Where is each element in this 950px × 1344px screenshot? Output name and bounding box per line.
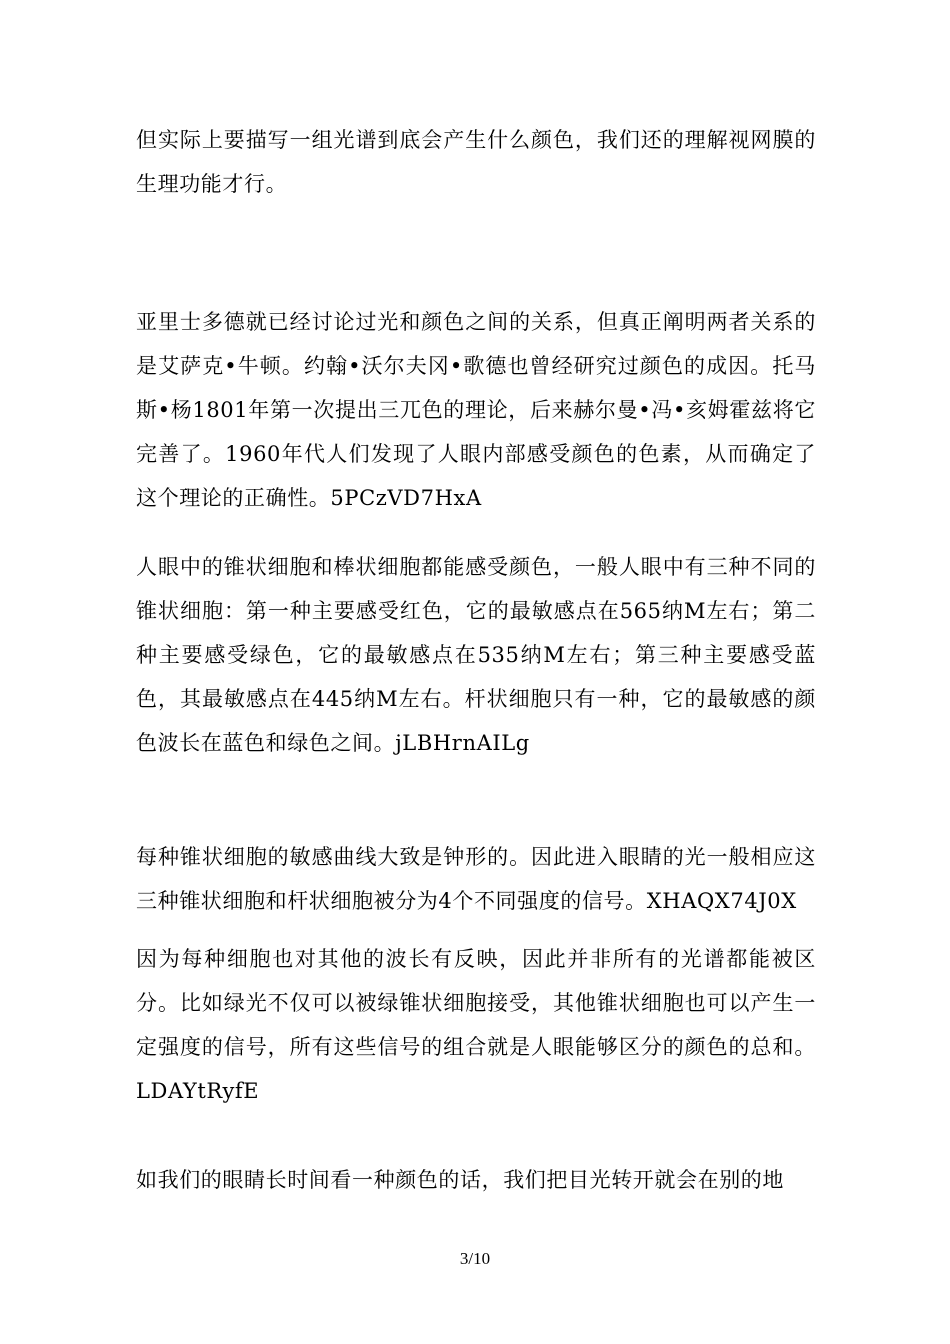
paragraph-sensitivity-curves: 每种锥状细胞的敏感曲线大致是钟形的。因此进入眼睛的光一般相应这三种锥状细胞和杆状细胞被分为4个不同强度的信号。XHAQX74J0X xyxy=(136,845,816,913)
paragraph-color-theory-history: 亚里士多德就已经讨论过光和颜色之间的关系，但真正阐明两者关系的是艾萨克•牛顿。约翰•沃尔夫冈•歌德也曾经研究过颜色的成因。托马斯•杨1801年第一次提出三兀色的理论，后来赫尔曼•冯•亥姆霍兹将它完善了。1960年代人们发现了人眼内部感受颜色的色素，从而确定了这个理论的正确性。5PCzVD7HxA xyxy=(136,310,816,510)
paragraph-afterimage: 如我们的眼睛长时间看一种颜色的话，我们把目光转开就会在别的地 xyxy=(136,1168,784,1192)
paragraph-retina-physiology: 但实际上要描写一组光谱到底会产生什么颜色，我们还的理解视网膜的生理功能才行。 xyxy=(136,128,816,196)
paragraph-cone-and-rod-cells: 人眼中的锥状细胞和棒状细胞都能感受颜色，一般人眼中有三种不同的锥状细胞：第一种主要感受红色，它的最敏感点在565纳M左右；第二种主要感受绿色，它的最敏感点在535纳M左右；第三种主要感受蓝色，其最敏感点在445纳M左右。杆状细胞只有一种，它的最敏感的颜色波长在蓝色和绿色之间。jLBHrnAILg xyxy=(136,555,816,755)
page-number: 3/10 xyxy=(459,1249,491,1268)
paragraph-wavelength-response: 因为每种细胞也对其他的波长有反映，因此并非所有的光谱都能被区分。比如绿光不仅可以被绿锥状细胞接受，其他锥状细胞也可以产生一定强度的信号，所有这些信号的组合就是人眼能够区分的颜色的总和。LDAYtRyfE xyxy=(136,947,816,1103)
